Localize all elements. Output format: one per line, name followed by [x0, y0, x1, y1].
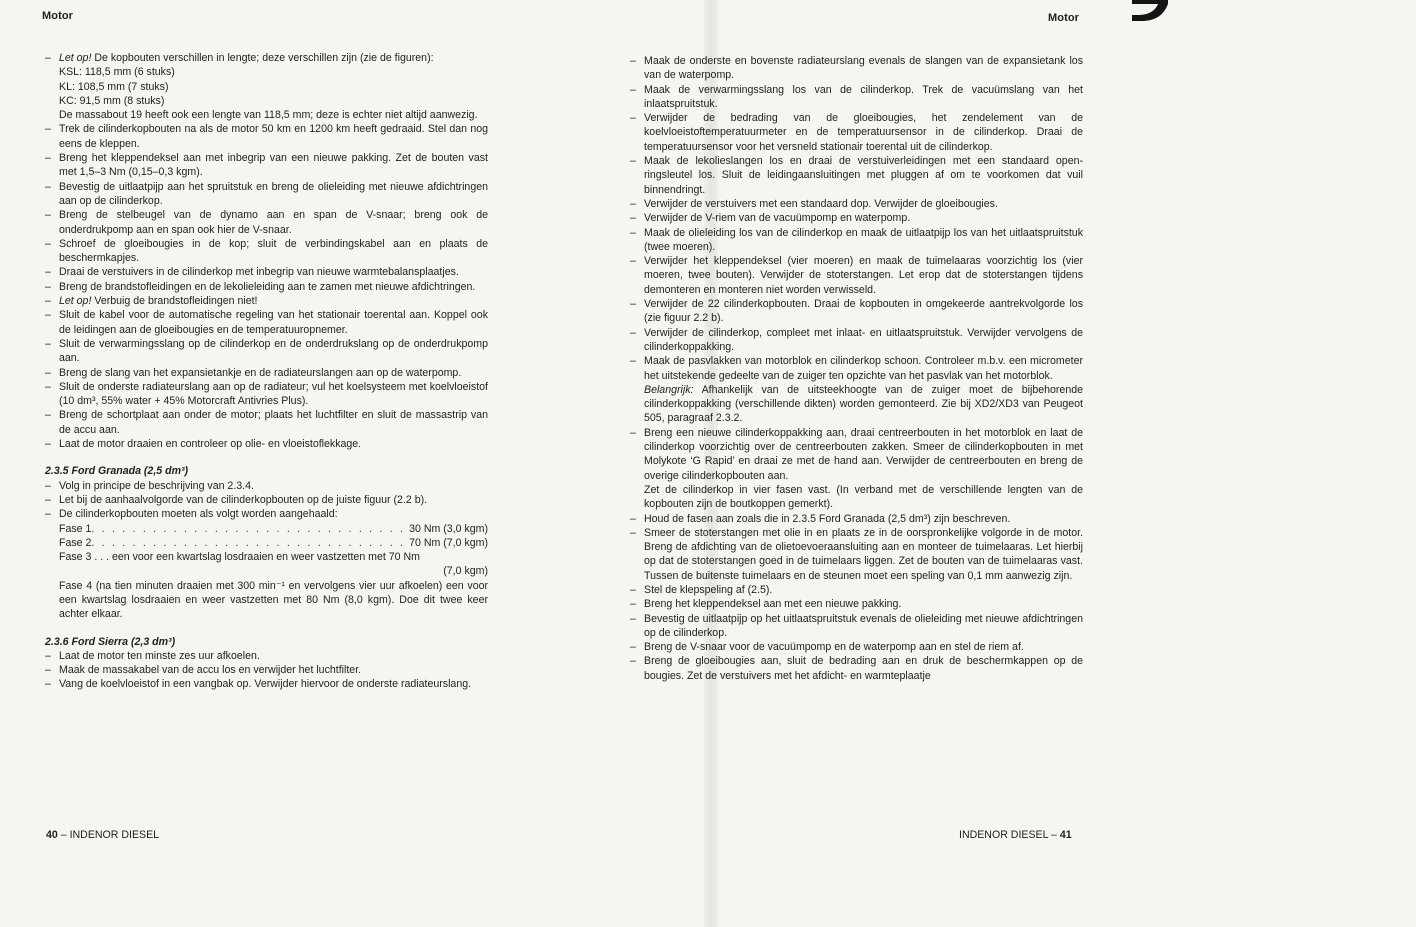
list-item: – Verwijder het kleppendeksel (vier moeren) en maak de tuimelaaras voorzichtig los (vier moeren, twee bouten). Verwijder de stoterstangen. Let erop dat de stoterstangen tijdens demonteren en monteren niet worden verwisseld. — [630, 254, 1083, 297]
page-number-left: 40 — [46, 829, 58, 841]
list-item: – Maak de olieleiding los van de cilinderkop en maak de uitlaatpijp los van het uitlaatspruitstuk (twee moeren). — [630, 226, 1083, 255]
list-item: – Maak de lekolieslangen los en draai de verstuiverleidingen met een standaard open-ringsleutel los. Sluit de leidingaansluitingen met pluggen af om te voorkomen dat vuil binnendringt. — [630, 154, 1083, 197]
belangrijk-text: Afhankelijk van de uitsteekhoogte van de zuiger moet de bijbehorende cilinderkoppakking (verschillende dikten) worden gemonteerd. Zie bij XD2/XD3 van Peugeot 505, paragraaf 2.3.2. — [644, 383, 1083, 425]
fase-4-text: Fase 4 (na tien minuten draaien met 300 min⁻¹ en vervolgens vier uur afkoelen) een voor een kwartslag losdraaien en weer vastzetten met 80 Nm (8,0 kgm). Doe dit twee keer achter elkaar. — [59, 579, 488, 621]
list-item: – Draai de verstuivers in de cilinderkop met inbegrip van nieuwe warmtebalansplaatjes. — [45, 265, 488, 279]
belangrijk-label: Belangrijk: — [644, 383, 694, 396]
list-item: – Schroef de gloeibougies in de kop; sluit de verbindingskabel aan en plaats de beschermkapjes. — [45, 237, 488, 266]
kopbouten-intro: De kopbouten verschillen in lengte; deze verschillen zijn (zie de figuren): — [94, 52, 434, 64]
list-item-let-op: – Let op! Verbuig de brandstofleidingen niet! — [45, 294, 488, 308]
fase-1-value: 30 Nm (3,0 kgm) — [409, 522, 488, 535]
list-item: – Laat de motor ten minste zes uur afkoelen. — [45, 649, 488, 663]
list-item: – Sluit de kabel voor de automatische regeling van het stationair toerental aan. Koppel ook de leidingen aan de gloeibougies en de temperatuuropnemer. — [45, 308, 488, 337]
list-item — [45, 51, 488, 122]
let-op-label: Let op! — [59, 52, 92, 64]
list-item: – Bevestig de uitlaatpijp op het uitlaatspruitstuk evenals de olieleiding met nieuwe afdichtringen op de cilinderkop. — [630, 612, 1083, 641]
list-item: – Breng de gloeibougies aan, sluit de bedrading aan en druk de beschermkappen op de bougies. Zet de verstuivers met het afdicht- en warmteplaatje — [630, 654, 1083, 683]
list-item: – Verwijder de verstuivers met een standaard dop. Verwijder de gloeibougies. — [630, 197, 1083, 211]
list-item: – Verwijder de V-riem van de vacuümpomp en waterpomp. — [630, 211, 1083, 225]
length-row: KL: 108,5 mm (7 stuks) — [59, 80, 169, 93]
list-item: – Breng de slang van het expansietankje en de radiateurslangen aan op de waterpomp. — [45, 366, 488, 380]
list-item: – Maak de massakabel van de accu los en verwijder het luchtfilter. — [45, 663, 488, 677]
list-item: – Breng het kleppendeksel aan met een nieuwe pakking. — [630, 597, 1083, 611]
right-page — [644, 0, 1416, 927]
chapter-tab-mark — [1132, 0, 1168, 22]
fasen-note: Zet de cilinderkop in vier fasen vast. (In verband met de verschillende lengten van de kopbouten zijn de boutkoppen gemerkt). — [644, 483, 1083, 511]
leader-dots — [91, 522, 405, 536]
massabout-note: De massabout 19 heeft ook een lengte van 118,5 mm; deze is echter niet altijd aanwezig. — [59, 109, 478, 122]
list-item: – Sluit de verwarmingsslang op de cilinderkop en de onderdrukslang op de onderdrukpomp aan. — [45, 337, 488, 366]
list-item: – Breng de schortplaat aan onder de motor; plaats het luchtfilter en sluit de massastrip van de accu aan. — [45, 408, 488, 437]
list-item: – Vang de koelvloeistof in een vangbak op. Verwijder hiervoor de onderste radiateurslang. — [45, 677, 488, 691]
running-head-right: Motor — [1048, 12, 1080, 24]
footer-title-left: – INDENOR DIESEL — [57, 829, 160, 841]
list-item: – Breng een nieuwe cilinderkoppakking aan, draai centreerbouten in het motorblok en laat de cilinderkop voorzichtig over de centreerbouten zakken. Smeer de cilinderkopbouten in met Molykote ‘G Rapid’ en draai ze met de hand aan. Verwijder de centreerbouten en breng de overige cilinderkopbouten aan. — [630, 426, 1083, 483]
fase-1-label: Fase 1 — [59, 522, 92, 535]
list-item: – De cilinderkopbouten moeten als volgt worden aangehaald: — [45, 507, 488, 521]
list-item: – Trek de cilinderkopbouten na als de motor 50 km en 1200 km heeft gedraaid. Stel dan nog eens de kleppen. — [45, 122, 488, 151]
right-page-content — [630, 54, 1083, 683]
page-footer-right — [959, 829, 1072, 841]
list-item: – Maak de verwarmingsslang los van de cilinderkop. Trek de vacuümslang van het inlaatspruitstuk. — [630, 83, 1083, 112]
list-item: – Stel de klepspeling af (2.5). — [630, 583, 1083, 597]
page-number-right: 41 — [1059, 829, 1072, 841]
list-item: – Breng het kleppendeksel aan met inbegrip van een nieuwe pakking. Zet de bouten vast met 1,5–3 Nm (0,15–0,3 kgm). — [45, 151, 488, 180]
fase-3-text: Fase 3 . . . een voor een kwartslag losdraaien en weer vastzetten met 70 Nm — [59, 551, 420, 564]
list-item: – Smeer de stoterstangen met olie in en plaats ze in de oorspronkelijke volgorde in de motor. Breng de afdichting van de olietoevoeraansluiting aan en monteer de tuimelaaras. Let hierbij op dat de stoterstangen goed in de tuimelaars liggen. Zet de bouten van de tuimelaaras vast. Tussen de buitenste tuimelaars en de steunen moet een speling van 0,1 mm aanwezig zijn. — [630, 526, 1083, 583]
page-footer-left — [46, 829, 159, 841]
list-item: – Verwijder de cilinderkop, compleet met inlaat- en uitlaatspruitstuk. Verwijder vervolgens de cilinderkoppakking. — [630, 326, 1083, 355]
belangrijk-note — [630, 383, 1083, 426]
section-heading-2-3-6: 2.3.6 Ford Sierra (2,3 dm³) — [45, 635, 176, 648]
list-item: – Maak de pasvlakken van motorblok en cilinderkop schoon. Controleer m.b.v. een micrometer het uitstekende gedeelte van de zuiger ten opzichte van het pasvlak van het motorblok. — [630, 354, 1083, 383]
left-page-content — [45, 51, 488, 692]
list-item: – Verwijder de bedrading van de gloeibougies, het zendelement van de koelvloeistoftemperatuurmeter en de temperatuursensor in de cilinderkop. Draai de temperatuursensor voor het versneld stationair toerental uit de cilinderkop. — [630, 111, 1083, 154]
fase-2-value: 70 Nm (7,0 kgm) — [409, 536, 488, 549]
list-item: – Let bij de aanhaalvolgorde van de cilinderkopbouten op de juiste figuur (2.2 b). — [45, 493, 488, 507]
fase-2-label: Fase 2 — [59, 536, 92, 549]
list-item: – Verwijder de 22 cilinderkopbouten. Draai de kopbouten in omgekeerde aantrekvolgorde los (zie figuur 2.2 b). — [630, 297, 1083, 326]
length-row: KSL: 118,5 mm (6 stuks) — [59, 66, 175, 79]
footer-title-right: INDENOR DIESEL – — [959, 829, 1060, 841]
list-item: – Maak de onderste en bovenste radiateurslang evenals de slangen van de expansietank los van de waterpomp. — [630, 54, 1083, 83]
list-item: – Breng de V-snaar voor de vacuümpomp en de waterpomp aan en stel de riem af. — [630, 640, 1083, 654]
list-item: – Volg in principe de beschrijving van 2.3.4. — [45, 479, 488, 493]
list-item: – Houd de fasen aan zoals die in 2.3.5 Ford Granada (2,5 dm³) zijn beschreven. — [630, 512, 1083, 526]
fase-3-value: (7,0 kgm) — [443, 565, 488, 578]
fase-2-row — [45, 536, 488, 550]
leader-dots — [91, 536, 405, 550]
section-heading-2-3-5: 2.3.5 Ford Granada (2,5 dm³) — [45, 465, 189, 478]
length-row: KC: 91,5 mm (8 stuks) — [59, 94, 165, 107]
list-item: – Breng de stelbeugel van de dynamo aan en span de V-snaar; breng ook de onderdrukpomp aan en span ook hier de V-snaar. — [45, 208, 488, 237]
list-item: – Laat de motor draaien en controleer op olie- en vloeistoflekkage. — [45, 437, 488, 451]
list-item: – Sluit de onderste radiateurslang aan op de radiateur; vul het koelsysteem met koelvloeistof (10 dm³, 55% water + 45% Motorcraft Antivries Plus). — [45, 380, 488, 409]
list-item: – Breng de brandstofleidingen en de lekolieleiding aan te zamen met nieuwe afdichtringen. — [45, 280, 488, 294]
running-head-left: Motor — [42, 10, 74, 22]
list-item: – Bevestig de uitlaatpijp aan het spruitstuk en breng de olieleiding met nieuwe afdichtringen aan op de cilinderkop. — [45, 180, 488, 209]
left-page — [0, 0, 704, 927]
fase-1-row — [45, 522, 488, 536]
